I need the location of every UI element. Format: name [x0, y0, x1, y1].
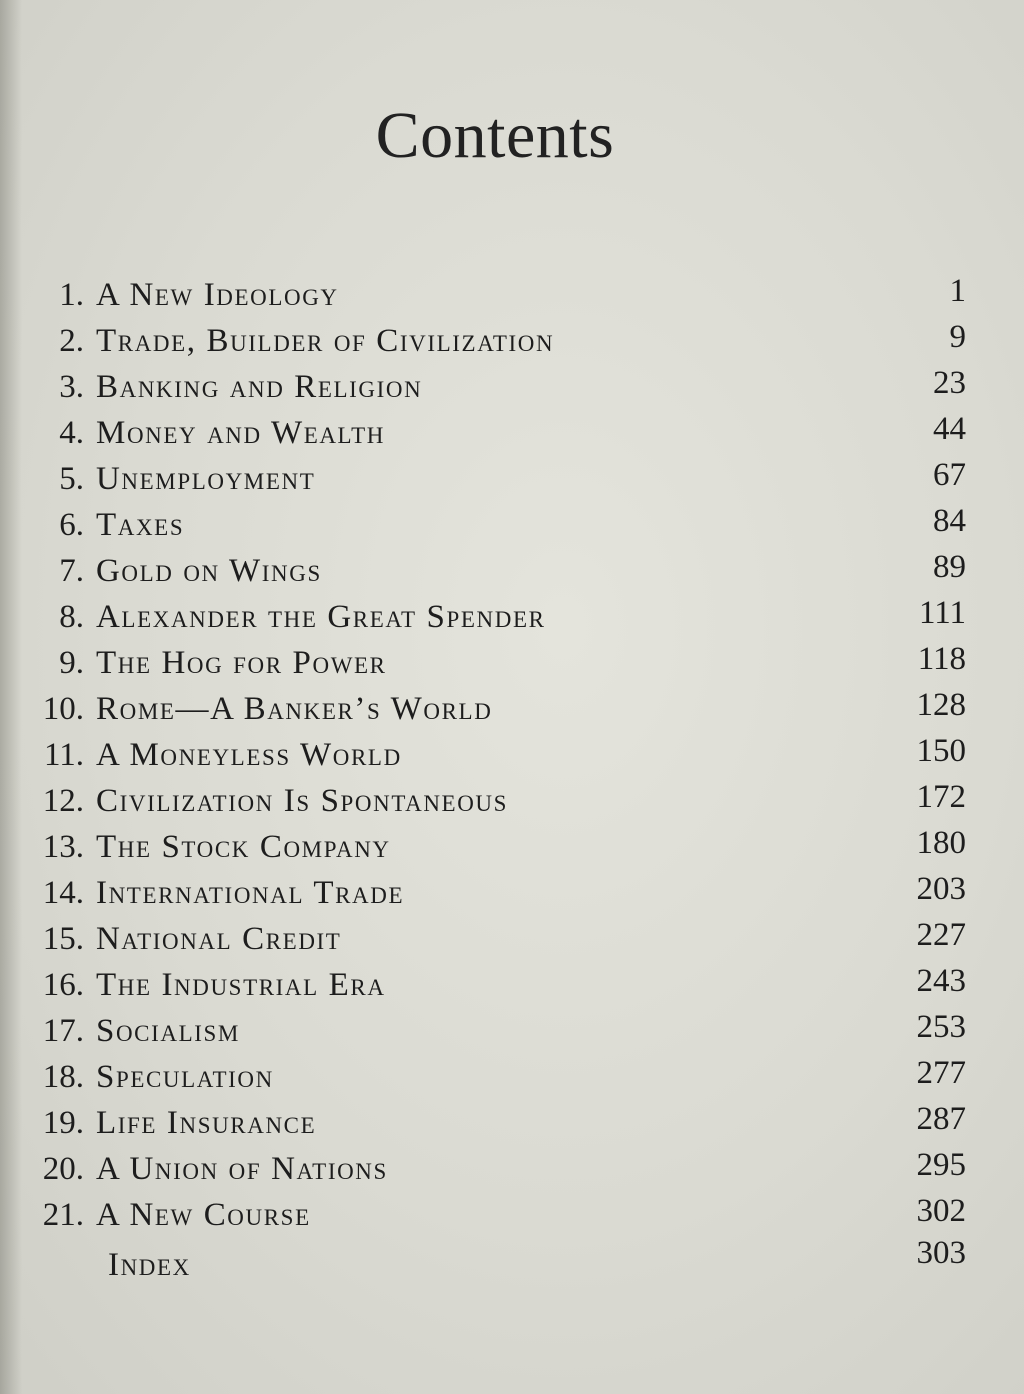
chapter-number: 21. — [42, 1197, 84, 1233]
toc-entry — [0, 640, 1024, 686]
index-title: Index — [108, 1247, 191, 1283]
chapter-title: Trade, Builder of Civilization — [96, 323, 555, 359]
table-of-contents — [0, 272, 1024, 1284]
chapter-number: 17. — [42, 1013, 84, 1049]
page-number: 9 — [949, 319, 966, 355]
toc-entry — [0, 594, 1024, 640]
chapter-number: 16. — [42, 967, 84, 1003]
page-number: 227 — [916, 917, 966, 953]
chapter-number: 19. — [42, 1105, 84, 1141]
chapter-title: Speculation — [96, 1059, 274, 1095]
chapter-title: Taxes — [96, 507, 185, 543]
toc-entry — [0, 962, 1024, 1008]
chapter-number: 11. — [43, 737, 84, 773]
page-number: 150 — [916, 733, 966, 769]
chapter-number: 1. — [59, 277, 84, 313]
toc-entry — [0, 548, 1024, 594]
toc-index-entry — [0, 1235, 1024, 1284]
page-number: 111 — [918, 595, 966, 631]
chapter-number: 20. — [42, 1151, 84, 1187]
toc-entry — [0, 410, 1024, 456]
chapter-title: Banking and Religion — [96, 369, 423, 405]
chapter-title: International Trade — [96, 875, 405, 911]
toc-entry — [0, 778, 1024, 824]
page-number: 23 — [933, 365, 966, 401]
page-number: 253 — [916, 1009, 966, 1045]
page-number: 67 — [933, 457, 966, 493]
page-number: 203 — [916, 871, 966, 907]
toc-entry — [0, 456, 1024, 502]
chapter-title: Rome—A Banker’s World — [96, 691, 493, 727]
chapter-title: Civilization Is Spontaneous — [96, 783, 509, 819]
page-number: 1 — [949, 273, 966, 309]
toc-entry — [0, 824, 1024, 870]
page-number: 277 — [916, 1055, 966, 1091]
toc-entry — [0, 1054, 1024, 1100]
toc-entry — [0, 1100, 1024, 1146]
page-number: 172 — [916, 779, 966, 815]
chapter-title: A New Course — [96, 1197, 311, 1233]
chapter-title: National Credit — [96, 921, 342, 957]
page-number: 84 — [933, 503, 966, 539]
page-number: 128 — [916, 687, 966, 723]
page-number: 295 — [916, 1147, 966, 1183]
toc-entry — [0, 870, 1024, 916]
chapter-number: 4. — [59, 415, 84, 451]
chapter-number: 15. — [42, 921, 84, 957]
chapter-title: Money and Wealth — [96, 415, 385, 451]
toc-entry — [0, 272, 1024, 318]
chapter-number: 14. — [42, 875, 84, 911]
toc-entry — [0, 916, 1024, 962]
toc-entry — [0, 1146, 1024, 1192]
chapter-title: Socialism — [96, 1013, 240, 1049]
chapter-number: 5. — [59, 461, 84, 497]
chapter-title: The Stock Company — [96, 829, 391, 865]
chapter-number: 12. — [42, 783, 84, 819]
chapter-number: 8. — [59, 599, 84, 635]
page-number: 302 — [916, 1193, 966, 1229]
chapter-title: A Moneyless World — [96, 737, 402, 773]
chapter-title: The Industrial Era — [96, 967, 386, 1003]
chapter-title: Alexander the Great Spender — [96, 599, 546, 635]
page-number: 44 — [933, 411, 966, 447]
page-number: 118 — [917, 641, 966, 677]
chapter-title: Gold on Wings — [96, 553, 322, 589]
chapter-number: 10. — [42, 691, 84, 727]
toc-entry — [0, 502, 1024, 548]
page-number: 180 — [916, 825, 966, 861]
page-number: 243 — [916, 963, 966, 999]
page-number: 89 — [933, 549, 966, 585]
chapter-number: 7. — [59, 553, 84, 589]
chapter-number: 13. — [42, 829, 84, 865]
chapter-title: Life Insurance — [96, 1105, 317, 1141]
chapter-title: The Hog for Power — [96, 645, 387, 681]
toc-entry — [0, 1008, 1024, 1054]
toc-entry — [0, 686, 1024, 732]
toc-entry — [0, 364, 1024, 410]
page-number: 287 — [916, 1101, 966, 1137]
chapter-number: 3. — [59, 369, 84, 405]
chapter-number: 2. — [59, 323, 84, 359]
index-page-number: 303 — [916, 1235, 966, 1271]
page-title: Contents — [375, 99, 615, 172]
chapter-title: A Union of Nations — [96, 1151, 388, 1187]
chapter-number: 9. — [59, 645, 84, 681]
chapter-number: 6. — [59, 507, 84, 543]
chapter-title: Unemployment — [96, 461, 316, 497]
chapter-number: 18. — [42, 1059, 84, 1095]
toc-entry — [0, 318, 1024, 364]
chapter-title: A New Ideology — [96, 277, 339, 313]
toc-entry — [0, 732, 1024, 778]
